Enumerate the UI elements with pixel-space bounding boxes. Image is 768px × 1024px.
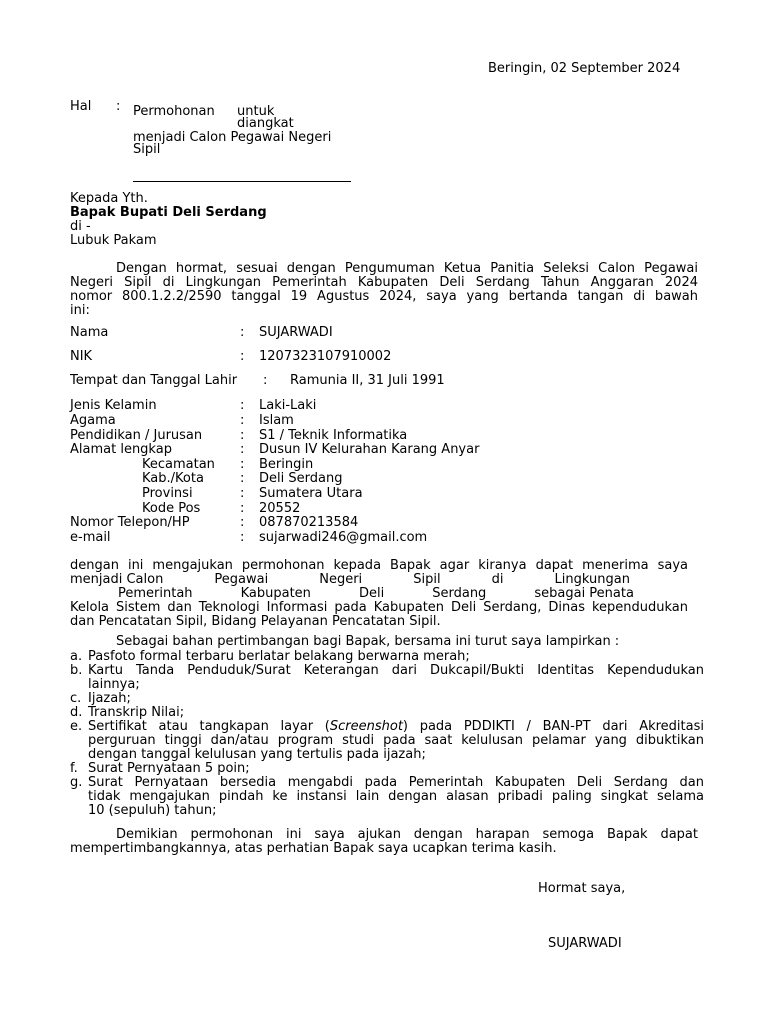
attachment-emphasis: Screenshot	[329, 719, 403, 734]
request-line-1: dengan ini mengajukan permohonan kepada Bapak agar kiranya dapat menerima saya	[70, 558, 688, 573]
request-line-5: dan Pencatatan Sipil, Bidang Pelayanan Pencatatan Sipil.	[70, 614, 441, 629]
request-word: Deli	[358, 586, 385, 601]
closing-line-1: Demikian permohonan ini saya ajukan dengan harapan semoga Bapak dapat	[116, 827, 698, 842]
attachment-text: Kartu Tanda Penduduk/Surat Keterangan dari Dukcapil/Bukti Identitas Kependudukan	[88, 663, 704, 678]
request-word: menjadi Calon	[70, 572, 164, 587]
field-colon: :	[240, 442, 245, 457]
closing-paragraph	[70, 828, 698, 856]
field-value-telepon: 087870213584	[259, 515, 359, 530]
list-marker: a.	[70, 649, 83, 664]
attachment-text: perguruan tinggi dan/atau program studi pada saat kelulusan pelamar yang dibuktikan	[88, 733, 704, 748]
attachment-item-f	[70, 762, 704, 776]
request-line-3	[70, 587, 634, 601]
hal-line-2: menjadi Calon Pegawai Negeri	[133, 130, 332, 145]
hal-colon: :	[116, 99, 121, 114]
attachment-text: Transkrip Nilai;	[88, 705, 185, 720]
opening-line-2: Negeri Sipil di Lingkungan Pemerintah Kabupaten Deli Serdang Tahun Anggaran 2024	[70, 275, 698, 290]
opening-line-3: nomor 800.1.2.2/2590 tanggal 19 Agustus 2024, saya yang bertanda tangan di bawah	[70, 289, 698, 304]
field-value-kabkota: Deli Serdang	[259, 471, 343, 486]
hal-line-3: Sipil	[133, 142, 161, 157]
hal-label: Hal	[70, 99, 92, 114]
field-colon: :	[263, 373, 268, 388]
request-word: sebagai Penata	[534, 586, 634, 601]
request-word: Pegawai	[214, 572, 269, 587]
attachment-item-b	[70, 664, 704, 692]
attachment-text: Pasfoto formal terbaru berlatar belakang berwarna merah;	[88, 649, 470, 664]
field-colon: :	[240, 428, 245, 443]
field-value-provinsi: Sumatera Utara	[259, 486, 363, 501]
recipient-city: Lubuk Pakam	[70, 233, 157, 248]
field-colon: :	[240, 515, 245, 530]
hal-word-3: diangkat	[237, 116, 294, 131]
recipient-name: Bapak Bupati Deli Serdang	[70, 205, 267, 220]
field-colon: :	[240, 325, 245, 340]
salutation: Hormat saya,	[538, 881, 626, 896]
field-value-nik: 1207323107910002	[259, 349, 392, 364]
field-colon: :	[240, 530, 245, 545]
list-marker: c.	[70, 691, 82, 706]
field-label-pendidikan: Pendidikan / Jurusan	[70, 428, 203, 443]
field-colon: :	[240, 486, 245, 501]
attachment-text: Sertifikat atau tangkapan layar (	[88, 719, 330, 734]
recipient-greeting: Kepada Yth.	[70, 191, 148, 206]
attachment-text: tidak mengajukan pindah ke instansi lain dengan alasan pribadi paling singkat selama	[88, 789, 704, 804]
field-colon: :	[240, 398, 245, 413]
field-label-jk: Jenis Kelamin	[70, 398, 157, 413]
attachment-text: Surat Pernyataan 5 poin;	[88, 761, 250, 776]
field-label-email: e-mail	[70, 530, 111, 545]
list-marker: g.	[70, 775, 83, 790]
field-value-agama: Islam	[259, 413, 294, 428]
field-label-alamat: Alamat lengkap	[70, 442, 172, 457]
place-date: Beringin, 02 September 2024	[488, 61, 681, 76]
signature-name: SUJARWADI	[548, 936, 622, 951]
hal-word-2: untuk	[237, 104, 275, 119]
attachments-list	[70, 650, 704, 818]
opening-line-1: Dengan hormat, sesuai dengan Pengumuman Ketua Panitia Seleksi Calon Pegawai	[116, 261, 698, 276]
list-marker: e.	[70, 719, 83, 734]
field-value-jk: Laki-Laki	[259, 398, 317, 413]
attachment-item-e	[70, 720, 704, 762]
field-label-nama: Nama	[70, 325, 109, 340]
attachment-text: 10 (sepuluh) tahun;	[88, 803, 217, 818]
field-value-pendidikan: S1 / Teknik Informatika	[259, 428, 408, 443]
field-colon: :	[240, 471, 245, 486]
request-paragraph	[70, 559, 688, 629]
attachments-intro: Sebagai bahan pertimbangan bagi Bapak, bersama ini turut saya lampirkan :	[116, 634, 620, 649]
closing-line-2: mempertimbangkannya, atas perhatian Bapak saya ucapkan terima kasih.	[70, 841, 557, 856]
attachment-item-c	[70, 692, 704, 706]
field-colon: :	[240, 457, 245, 472]
field-value-nama: SUJARWADI	[259, 325, 333, 340]
request-word: Lingkungan	[554, 572, 630, 587]
attachment-item-g	[70, 776, 704, 818]
field-value-alamat: Dusun IV Kelurahan Karang Anyar	[259, 442, 480, 457]
attachment-text: ) pada PDDIKTI / BAN-PT dari Akreditasi	[402, 719, 704, 734]
field-colon: :	[240, 501, 245, 516]
field-label-kecamatan: Kecamatan	[142, 457, 215, 472]
request-word: Serdang	[432, 586, 487, 601]
attachment-text: Surat Pernyataan bersedia mengabdi pada Pemerintah Kabupaten Deli Serdang dan	[88, 775, 704, 790]
field-label-kabkota: Kab./Kota	[142, 471, 204, 486]
list-marker: d.	[70, 705, 83, 720]
field-colon: :	[240, 413, 245, 428]
hal-underline	[133, 181, 351, 182]
attachment-text: lainnya;	[88, 677, 140, 692]
attachment-text: dengan tanggal kelulusan yang tertulis pada ijazah;	[88, 747, 426, 762]
field-value-kecamatan: Beringin	[259, 457, 314, 472]
request-word: Sipil	[413, 572, 441, 587]
field-label-provinsi: Provinsi	[142, 486, 193, 501]
request-word: Negeri	[319, 572, 363, 587]
field-label-ttl: Tempat dan Tanggal Lahir	[70, 373, 238, 388]
attachment-item-d	[70, 706, 704, 720]
field-label-kodepos: Kode Pos	[142, 501, 201, 516]
request-word: di	[491, 572, 504, 587]
field-value-ttl: Ramunia II, 31 Juli 1991	[290, 373, 445, 388]
recipient-di: di -	[70, 219, 91, 234]
attachment-item-a	[70, 650, 704, 664]
list-marker: f.	[70, 761, 78, 776]
attachment-text: Ijazah;	[88, 691, 131, 706]
list-marker: b.	[70, 663, 83, 678]
field-label-agama: Agama	[70, 413, 116, 428]
field-value-kodepos: 20552	[259, 501, 301, 516]
request-word: Kabupaten	[240, 586, 311, 601]
field-value-email: sujarwadi246@gmail.com	[259, 530, 428, 545]
field-label-nik: NIK	[70, 349, 93, 364]
field-colon: :	[240, 349, 245, 364]
field-label-telepon: Nomor Telepon/HP	[70, 515, 190, 530]
hal-word-1: Permohonan	[133, 104, 215, 119]
request-word: Pemerintah	[118, 586, 193, 601]
request-line-2	[70, 573, 630, 587]
opening-paragraph	[70, 262, 698, 318]
opening-line-4: ini:	[70, 303, 90, 318]
request-line-4: Kelola Sistem dan Teknologi Informasi pada Kabupaten Deli Serdang, Dinas kependudukan	[70, 600, 688, 615]
